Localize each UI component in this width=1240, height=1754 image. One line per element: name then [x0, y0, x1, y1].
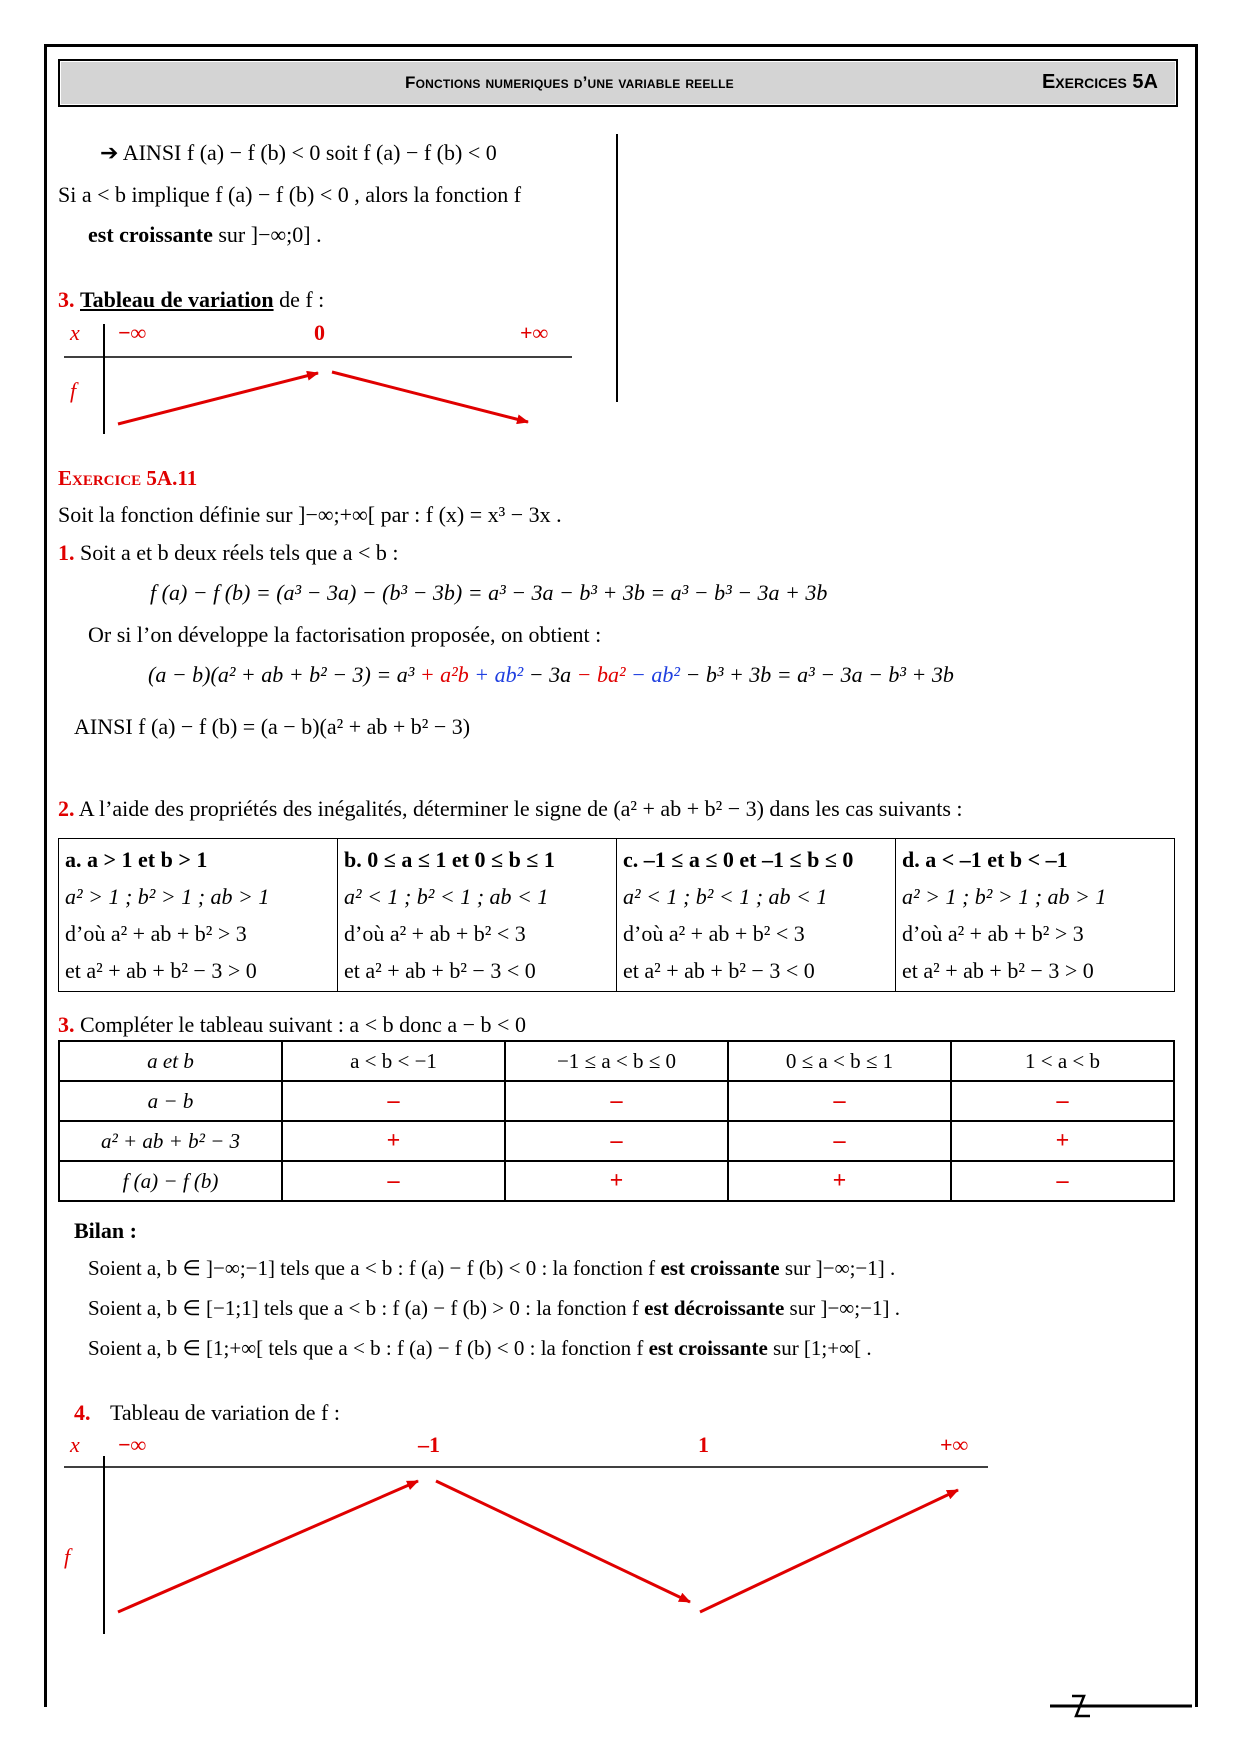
sign-table [58, 1040, 1175, 1202]
bilan-text: Soient a, b ∈ [−1;1] tels que a < b : f (a) − f (b) > 0 : la fonction f [88, 1296, 645, 1320]
var1-arrow-increasing [118, 373, 318, 424]
croissante-bold: est croissante [88, 222, 213, 247]
var2-arrow-decreasing [436, 1481, 690, 1602]
var2-f-label: f [64, 1544, 71, 1569]
sign-cell: – [951, 1081, 1174, 1121]
q2-num: 2. [58, 796, 75, 821]
sign-cell: – [728, 1121, 951, 1161]
case-c [617, 839, 896, 992]
case-line-3: et a² + ab + b² − 3 > 0 [902, 958, 1094, 983]
case-condition: a < –1 et b < –1 [925, 847, 1068, 872]
var2-value-minus-one: –1 [418, 1432, 440, 1457]
table-row [59, 1081, 1174, 1121]
case-line-2: d’où a² + ab + b² > 3 [65, 921, 247, 946]
var2-heading [74, 1400, 340, 1426]
bilan-text: Soient a, b ∈ [1;+∞[ tels que a < b : f (a) − f (b) < 0 : la fonction f [88, 1336, 649, 1360]
eq1: f (a) − f (b) = (a³ − 3a) − (b³ − 3b) = a³ − 3a − b³ + 3b = a³ − b³ − 3a + 3b [150, 580, 828, 605]
var2-value-neg-inf: −∞ [118, 1432, 147, 1457]
case-line-2: d’où a² + ab + b² > 3 [902, 921, 1084, 946]
case-line-1: a² < 1 ; b² < 1 ; ab < 1 [344, 884, 549, 909]
eq2-red-term-2: − ba² [571, 662, 626, 687]
sign-cell: – [505, 1121, 728, 1161]
sign-header-cell: a et b [59, 1041, 282, 1081]
sign-header-cell: 1 < a < b [951, 1041, 1174, 1081]
bilan-bold: est décroissante [644, 1296, 785, 1320]
case-line-3: et a² + ab + b² − 3 < 0 [344, 958, 536, 983]
q2-line [58, 796, 963, 822]
var1-value-zero: 0 [314, 320, 325, 345]
bilan-bold: est croissante [660, 1256, 780, 1280]
header-title: Fonctions numeriques d’une variable reelle [405, 73, 734, 92]
case-line-1: a² > 1 ; b² > 1 ; ab > 1 [902, 884, 1107, 909]
sign-table-header [59, 1041, 1174, 1081]
table-row [59, 1161, 1174, 1201]
croissante-rest: sur ]−∞;0] . [218, 222, 322, 247]
sign-cell: – [282, 1161, 505, 1201]
case-heading [344, 841, 610, 878]
q1-num: 1. [58, 540, 75, 565]
sign-cell: + [505, 1161, 728, 1201]
case-condition: a > 1 et b > 1 [87, 847, 208, 872]
sign-cell: – [728, 1081, 951, 1121]
sign-cell: + [728, 1161, 951, 1201]
exercise-title: Exercice 5A.11 [58, 466, 198, 490]
cases-table [58, 838, 1175, 992]
case-condition: 0 ≤ a ≤ 1 et 0 ≤ b ≤ 1 [367, 847, 555, 872]
var1-f-label: f [70, 378, 77, 403]
sign-header-cell: 0 ≤ a < b ≤ 1 [728, 1041, 951, 1081]
case-letter: d. [902, 847, 920, 872]
case-d [896, 839, 1175, 992]
sign-header-cell: a < b < −1 [282, 1041, 505, 1081]
q1-line [58, 540, 399, 566]
sign-cell: + [282, 1121, 505, 1161]
eq2-start: (a − b)(a² + ab + b² − 3) = a³ [148, 662, 415, 687]
case-a [59, 839, 338, 992]
sign-cell: – [282, 1081, 505, 1121]
sign-cell: – [951, 1161, 1174, 1201]
case-line-2: d’où a² + ab + b² < 3 [344, 921, 526, 946]
case-heading [902, 841, 1168, 878]
case-letter: b. [344, 847, 362, 872]
case-letter: a. [65, 847, 82, 872]
table-row [59, 1121, 1174, 1161]
var1-title: Tableau de variation [80, 287, 274, 312]
bilan-line-3 [88, 1336, 872, 1361]
eq2-red-term-1: + a²b [414, 662, 469, 687]
case-heading [623, 841, 889, 878]
bilan-bold: est croissante [648, 1336, 768, 1360]
var2-text: Tableau de variation de f : [110, 1400, 340, 1425]
case-line-1: a² > 1 ; b² > 1 ; ab > 1 [65, 884, 270, 909]
case-condition: –1 ≤ a ≤ 0 et –1 ≤ b ≤ 0 [643, 847, 854, 872]
case-line-3: et a² + ab + b² − 3 < 0 [623, 958, 815, 983]
eq2-mid: − 3a [523, 662, 572, 687]
bilan-title: Bilan : [74, 1218, 137, 1243]
eq2-blue-term-1: + ab² [468, 662, 524, 687]
bilan-interval: sur [1;+∞[ . [767, 1336, 872, 1360]
var1-value-pos-inf: +∞ [520, 320, 549, 345]
ainsi2-line: AINSI f (a) − f (b) = (a − b)(a² + ab + b² − 3) [74, 714, 471, 739]
case-heading [65, 841, 331, 878]
row-label: f (a) − f (b) [59, 1161, 282, 1201]
var2-value-pos-inf: +∞ [940, 1432, 969, 1457]
case-letter: c. [623, 847, 639, 872]
sign-header-cell: −1 ≤ a < b ≤ 0 [505, 1041, 728, 1081]
bilan-line-1 [88, 1256, 895, 1281]
q2-text: A l’aide des propriétés des inégalités, déterminer le signe de (a² + ab + b² − 3) dans les cas suivants : [78, 796, 963, 821]
header-section: Exercices 5A [1041, 71, 1158, 93]
var2-arrow-increasing-1 [118, 1481, 418, 1612]
ainsi-line: ➔ AINSI f (a) − f (b) < 0 soit f (a) − f (b) < 0 [100, 140, 497, 165]
var2-x-label: x [70, 1432, 80, 1457]
bilan-interval: sur ]−∞;−1] . [784, 1296, 900, 1320]
var2-num: 4. [74, 1400, 91, 1425]
bilan-interval: sur ]−∞;−1] . [779, 1256, 896, 1280]
row-label: a − b [59, 1081, 282, 1121]
var1-num: 3. [58, 287, 75, 312]
q3-num: 3. [58, 1012, 75, 1037]
q3-text: Compléter le tableau suivant : a < b donc a − b < 0 [80, 1012, 526, 1037]
sign-cell: – [505, 1081, 728, 1121]
case-line-3: et a² + ab + b² − 3 > 0 [65, 958, 257, 983]
var1-value-neg-inf: −∞ [118, 320, 147, 345]
q1-text: Soit a et b deux réels tels que a < b : [80, 540, 399, 565]
exercise-intro: Soit la fonction définie sur ]−∞;+∞[ par : f (x) = x³ − 3x . [58, 502, 562, 527]
var2-arrow-increasing-2 [700, 1490, 958, 1612]
var1-title-rest: de f : [273, 287, 325, 312]
eq2-end: − b³ + 3b = a³ − 3a − b³ + 3b [680, 662, 954, 687]
eq2-blue-term-2: − ab² [625, 662, 680, 687]
eq2 [148, 662, 954, 688]
bilan-text: Soient a, b ∈ ]−∞;−1] tels que a < b : f (a) − f (b) < 0 : la fonction f [88, 1256, 661, 1280]
si-line: Si a < b implique f (a) − f (b) < 0 , alors la fonction f [58, 182, 522, 207]
q3-line [58, 1012, 526, 1038]
bilan-line-2 [88, 1296, 900, 1321]
cases-row [59, 839, 1175, 992]
row-label: a² + ab + b² − 3 [59, 1121, 282, 1161]
var2-value-one: 1 [698, 1432, 709, 1457]
case-line-1: a² < 1 ; b² < 1 ; ab < 1 [623, 884, 828, 909]
sign-cell: + [951, 1121, 1174, 1161]
var1-arrow-decreasing [332, 372, 528, 422]
develop-text: Or si l’on développe la factorisation proposée, on obtient : [88, 622, 602, 647]
case-line-2: d’où a² + ab + b² < 3 [623, 921, 805, 946]
var1-x-label: x [70, 320, 80, 345]
case-b [338, 839, 617, 992]
